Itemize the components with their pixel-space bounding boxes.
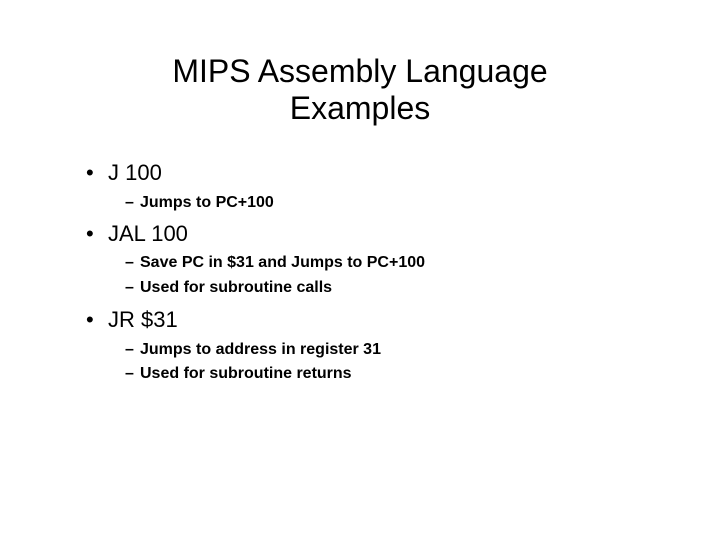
sub-bullet-text: Jumps to address in register 31 [140,341,381,358]
dash-glyph: – [125,194,134,211]
sub-bullet-item [125,193,274,213]
bullet-label: J 100 [108,160,162,185]
dash-glyph: – [125,341,134,358]
dash-glyph: – [125,365,134,382]
bullet-glyph: • [86,307,94,332]
sub-bullet-text: Save PC in $31 and Jumps to PC+100 [140,254,426,271]
sub-bullet-item [125,253,425,273]
title-line-1: MIPS Assembly Language [172,53,548,89]
sub-bullet-item [125,340,381,360]
sub-bullet-text: Jumps to PC+100 [140,194,274,211]
bullet-label: JR $31 [108,307,178,332]
sub-bullet-text: Used for subroutine calls [140,279,333,296]
title-line-2: Examples [289,90,431,126]
bullet-item [86,307,178,333]
sub-bullet-item [125,278,332,298]
bullet-item [86,221,188,247]
sub-bullet-text: Used for subroutine returns [140,365,352,382]
dash-glyph: – [125,254,134,271]
bullet-item [86,160,162,186]
bullet-glyph: • [86,221,94,246]
bullet-glyph: • [86,160,94,185]
slide-title [0,53,720,127]
sub-bullet-item [125,364,352,384]
dash-glyph: – [125,279,134,296]
bullet-label: JAL 100 [108,221,188,246]
